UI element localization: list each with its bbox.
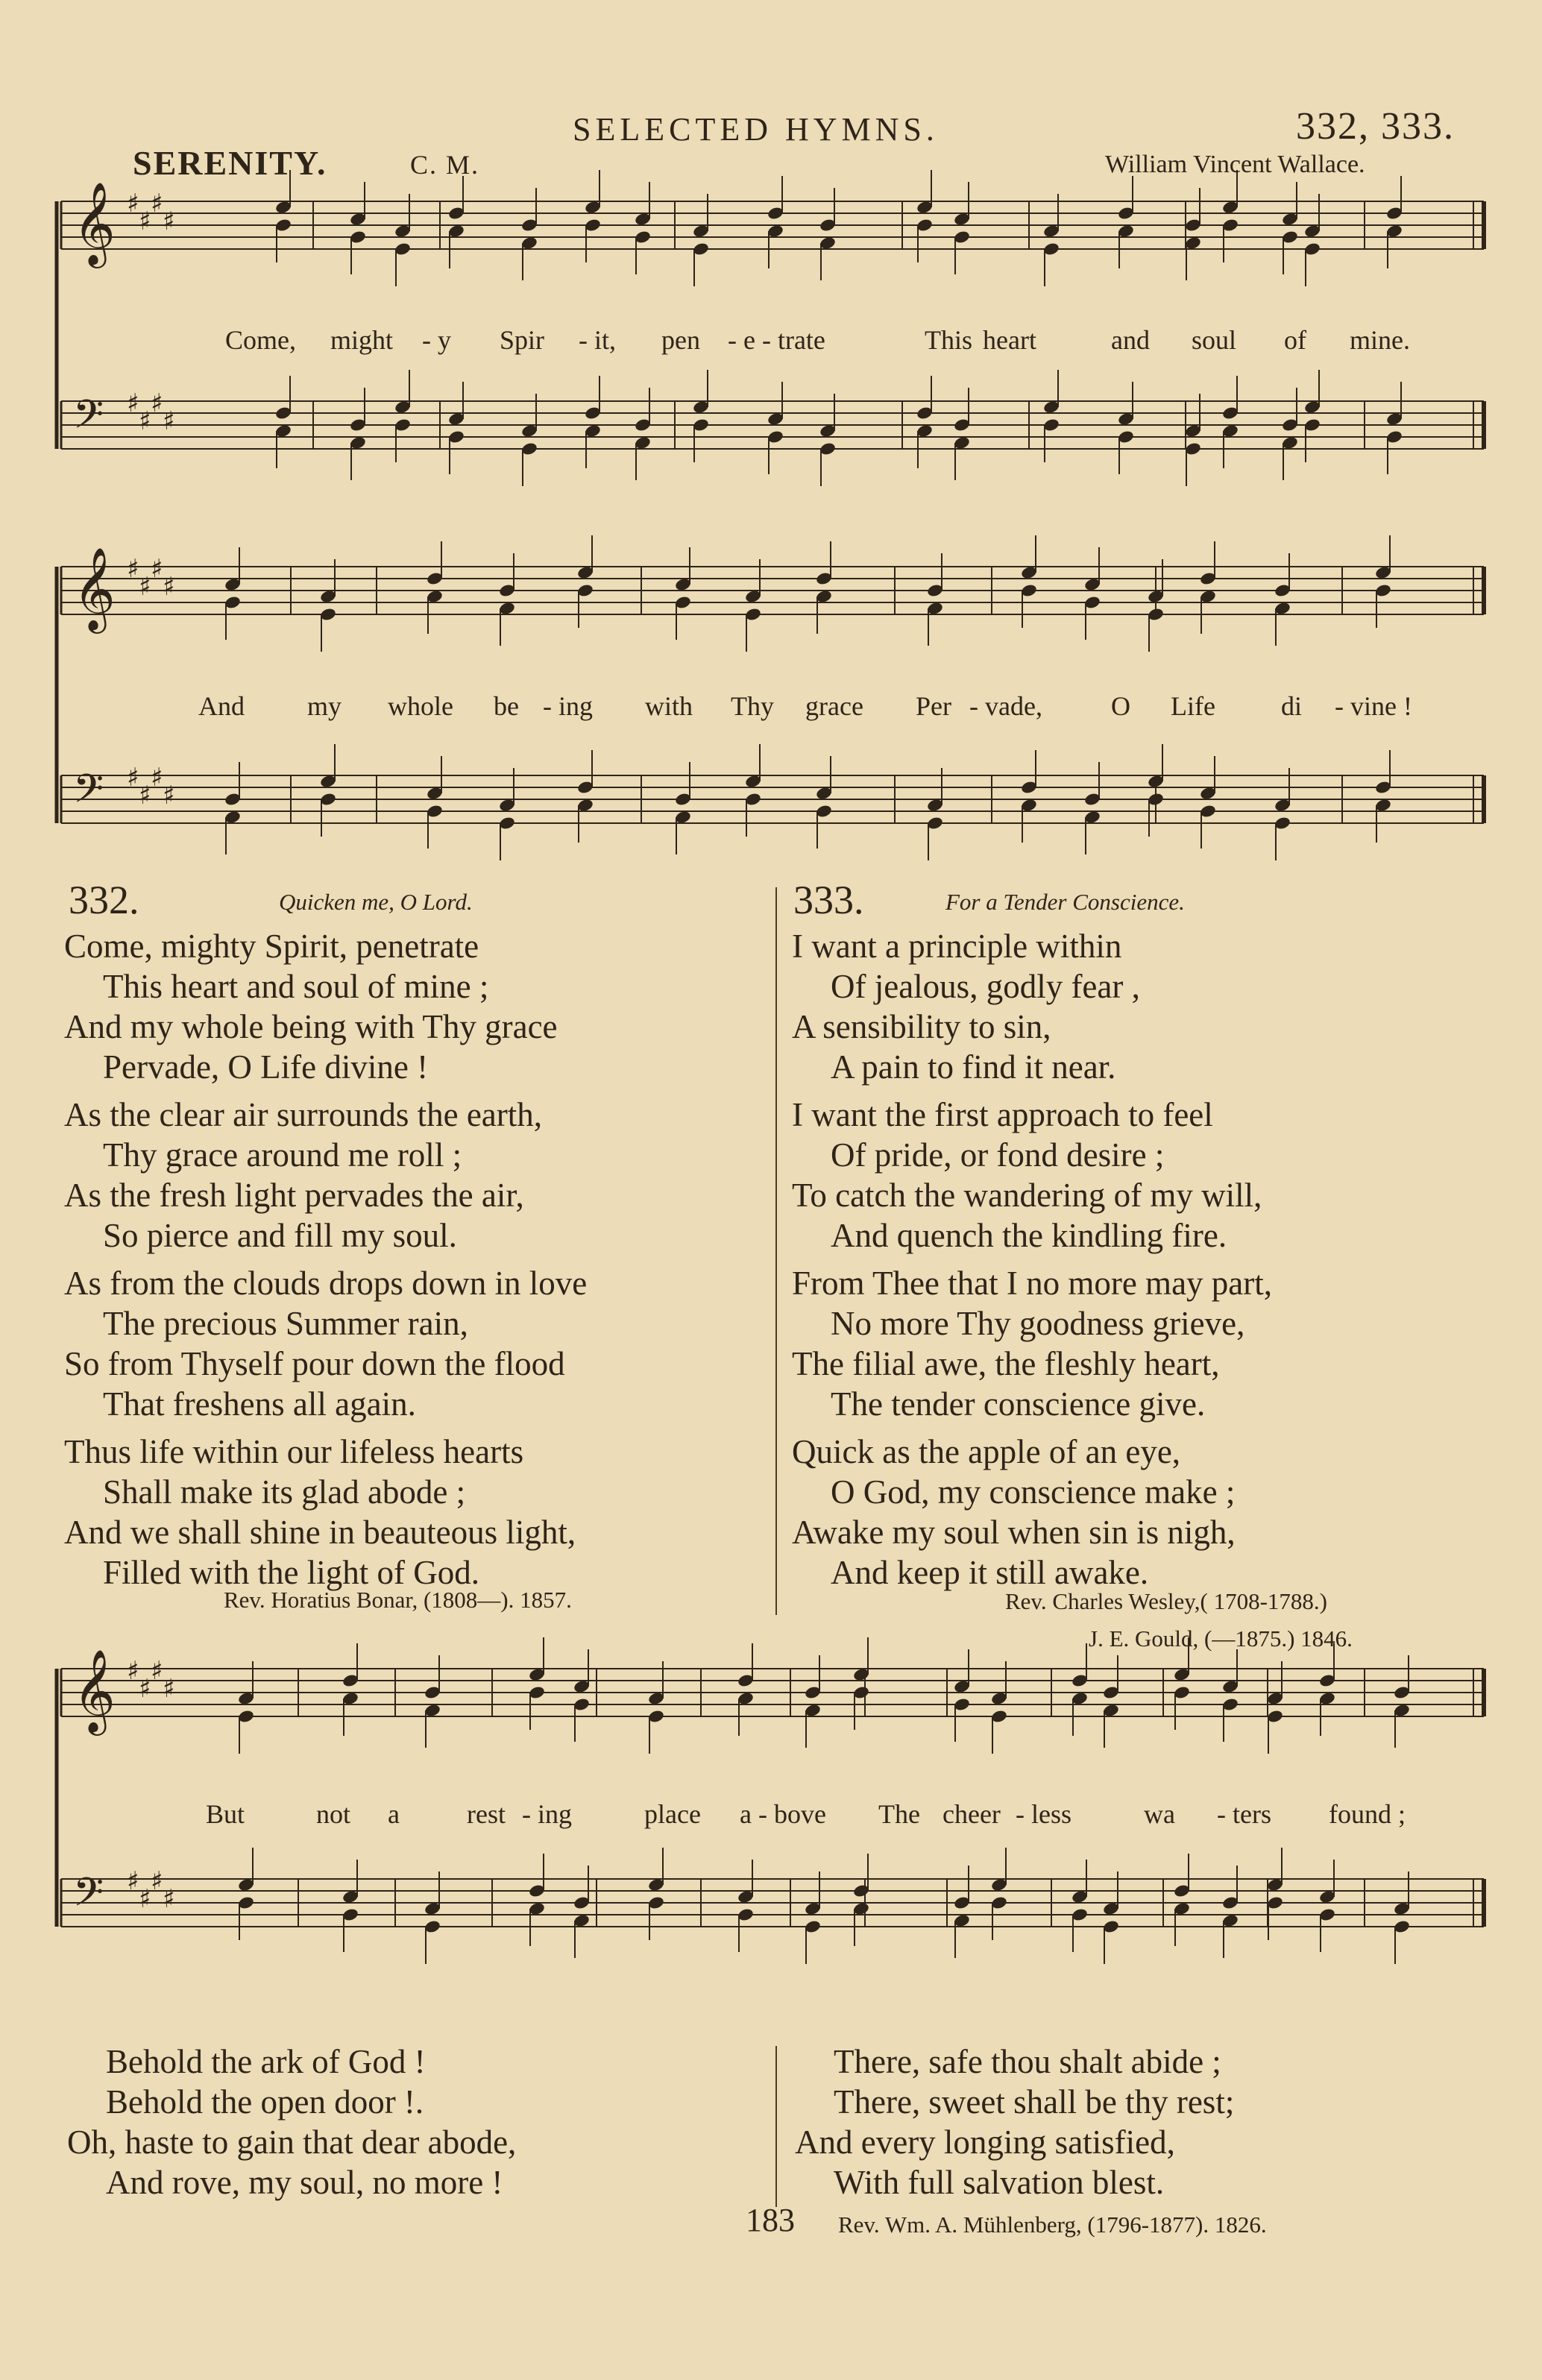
treble-clef-icon: 𝄞 bbox=[73, 547, 116, 630]
stanza bbox=[64, 1263, 587, 1424]
verse-line: And quench the kindling fire. bbox=[831, 1217, 1227, 1254]
lyric-syllable: mine. bbox=[1350, 325, 1410, 355]
lyric-syllable: pen bbox=[661, 325, 700, 355]
sharp-icon: ♯ bbox=[127, 1866, 139, 1896]
verse-line: There, safe thou shalt abide ; bbox=[834, 2043, 1221, 2080]
sharp-icon: ♯ bbox=[151, 189, 163, 218]
lyric-syllable: whole bbox=[388, 691, 453, 721]
lyric-syllable: Life bbox=[1171, 691, 1215, 721]
lyric-syllable: a bbox=[388, 1799, 400, 1829]
bottom-verse-left bbox=[67, 2041, 516, 2203]
verse-line: The filial awe, the fleshly heart, bbox=[792, 1345, 1220, 1382]
lyric-syllable: grace bbox=[805, 691, 863, 721]
verse-line: No more Thy goodness grieve, bbox=[831, 1305, 1245, 1342]
lyric-syllable: Per bbox=[916, 691, 951, 721]
verse-line: Shall make its glad abode ; bbox=[103, 1473, 466, 1511]
verse-line: Behold the open door !. bbox=[106, 2083, 424, 2121]
verse-line: Thus life within our lifeless hearts bbox=[64, 1433, 524, 1470]
verse-line: This heart and soul of mine ; bbox=[103, 968, 489, 1005]
stanza bbox=[64, 926, 587, 1087]
verse-line: A pain to find it near. bbox=[831, 1048, 1116, 1086]
verse-line: So from Thyself pour down the flood bbox=[64, 1345, 565, 1382]
lyric-syllable: - it, bbox=[579, 325, 616, 355]
lyric-syllable: And bbox=[198, 691, 245, 721]
sharp-icon: ♯ bbox=[139, 1674, 151, 1704]
verse-line: Thy grace around me roll ; bbox=[103, 1136, 462, 1174]
hymn-333-title: For a Tender Conscience. bbox=[945, 889, 1185, 915]
hymn-332-title: Quicken me, O Lord. bbox=[279, 889, 473, 915]
lyric-syllable: might bbox=[330, 325, 394, 355]
stanza bbox=[792, 926, 1272, 1087]
stanza bbox=[64, 1095, 587, 1256]
tune-composer: William Vincent Wallace. bbox=[1105, 151, 1365, 178]
sharp-icon: ♯ bbox=[163, 207, 175, 236]
verse-line: Filled with the light of God. bbox=[103, 1554, 479, 1591]
lyric-syllable: The bbox=[878, 1799, 920, 1829]
hymn-333-author: Rev. Charles Wesley,( 1708-1788.) bbox=[1005, 1588, 1327, 1614]
hymn-332-author: Rev. Horatius Bonar, (1808—). 1857. bbox=[224, 1587, 572, 1613]
verse-line: Behold the ark of God ! bbox=[106, 2043, 426, 2080]
treble-clef-icon: 𝄞 bbox=[73, 181, 116, 265]
verse-line: To catch the wandering of my will, bbox=[792, 1177, 1262, 1214]
verse-line: A sensibility to sin, bbox=[792, 1008, 1051, 1045]
sharp-icon: ♯ bbox=[127, 189, 139, 218]
sharp-icon: ♯ bbox=[127, 1656, 139, 1686]
lyric-syllable: Come, bbox=[225, 325, 296, 355]
hymn-332-number: 332. bbox=[69, 878, 139, 922]
lyric-syllable: place bbox=[644, 1799, 701, 1829]
sharp-icon: ♯ bbox=[163, 406, 175, 436]
verse-line: I want a principle within bbox=[792, 928, 1122, 965]
lyric-syllable: - y bbox=[422, 325, 451, 355]
verse-line: With full salvation blest. bbox=[834, 2164, 1165, 2201]
hymn-numbers: 332, 333. bbox=[1296, 105, 1455, 148]
verse-line: Of pride, or fond desire ; bbox=[831, 1136, 1165, 1174]
bass-clef-icon: 𝄢 bbox=[73, 766, 104, 822]
lyric-syllable: be bbox=[494, 691, 519, 721]
verse-line: And my whole being with Thy grace bbox=[64, 1008, 558, 1045]
lyric-syllable: - vine ! bbox=[1335, 691, 1412, 721]
lyric-syllable: Thy bbox=[731, 691, 774, 721]
verse-line: Oh, haste to gain that dear abode, bbox=[67, 2124, 517, 2161]
lyric-syllable: with bbox=[645, 691, 693, 721]
sharp-icon: ♯ bbox=[127, 388, 139, 418]
verse-line: So pierce and fill my soul. bbox=[103, 1217, 457, 1254]
sharp-icon: ♯ bbox=[151, 1656, 163, 1686]
verse-line: Awake my soul when sin is nigh, bbox=[792, 1514, 1236, 1551]
bottom-verse-author: Rev. Wm. A. Mühlenberg, (1796-1877). 1826. bbox=[838, 2211, 1267, 2238]
sharp-icon: ♯ bbox=[151, 1866, 163, 1896]
verse-line: As from the clouds drops down in love bbox=[64, 1265, 588, 1302]
treble-clef-icon: 𝄞 bbox=[73, 1649, 116, 1732]
stanza bbox=[792, 1095, 1272, 1256]
verse-line: And every longing satisfied, bbox=[795, 2124, 1175, 2161]
lyric-syllable: of bbox=[1284, 325, 1306, 355]
column-divider bbox=[775, 887, 777, 1615]
lyric-syllable: - vade, bbox=[969, 691, 1042, 721]
bottom-verse-right bbox=[795, 2041, 1234, 2203]
verse-line: As the clear air surrounds the earth, bbox=[64, 1096, 543, 1133]
lyrics-line-3 bbox=[0, 1798, 1542, 1832]
lyric-syllable: heart bbox=[983, 325, 1036, 355]
sharp-icon: ♯ bbox=[163, 781, 175, 810]
lyric-syllable: soul bbox=[1192, 325, 1237, 355]
lyric-syllable: - ing bbox=[543, 691, 593, 721]
sharp-icon: ♯ bbox=[151, 763, 163, 793]
lyric-syllable: - less bbox=[1016, 1799, 1071, 1829]
lyric-syllable: - ters bbox=[1217, 1799, 1271, 1829]
lyrics-line-2 bbox=[0, 690, 1542, 724]
verse-line: From Thee that I no more may part, bbox=[792, 1265, 1272, 1302]
verse-line: O God, my conscience make ; bbox=[831, 1473, 1236, 1511]
tune-meter: C. M. bbox=[410, 150, 480, 180]
verse-line: I want the first approach to feel bbox=[792, 1096, 1213, 1133]
sharp-icon: ♯ bbox=[139, 572, 151, 602]
hymn-332-text bbox=[64, 926, 587, 1600]
lyric-syllable: - e - trate bbox=[728, 325, 825, 355]
page-number: 183 bbox=[746, 2202, 795, 2238]
sharp-icon: ♯ bbox=[139, 781, 151, 810]
sharp-icon: ♯ bbox=[139, 1884, 151, 1914]
lyric-syllable: This bbox=[925, 325, 973, 355]
lyric-syllable: my bbox=[307, 691, 342, 721]
lyrics-line-1 bbox=[0, 324, 1542, 358]
verse-line: There, sweet shall be thy rest; bbox=[834, 2083, 1235, 2121]
verse-line: Come, mighty Spirit, penetrate bbox=[64, 928, 479, 965]
lyric-syllable: - ing bbox=[522, 1799, 572, 1829]
lyric-syllable: a - bove bbox=[740, 1799, 826, 1829]
bass-clef-icon: 𝄢 bbox=[73, 392, 104, 447]
stanza bbox=[792, 1263, 1272, 1424]
tune-name: SERENITY. bbox=[133, 144, 327, 182]
lyric-syllable: found ; bbox=[1329, 1799, 1406, 1829]
lyric-syllable: rest bbox=[467, 1799, 506, 1829]
bass-clef-icon: 𝄢 bbox=[73, 1870, 104, 1925]
sharp-icon: ♯ bbox=[139, 207, 151, 236]
lyric-syllable: wa bbox=[1144, 1799, 1175, 1829]
verse-line: And keep it still awake. bbox=[831, 1554, 1149, 1591]
verse-line: The precious Summer rain, bbox=[103, 1305, 468, 1342]
stanza bbox=[792, 1432, 1272, 1593]
lyric-syllable: O bbox=[1111, 691, 1130, 721]
verse-line: Of jealous, godly fear , bbox=[831, 968, 1140, 1005]
sharp-icon: ♯ bbox=[127, 554, 139, 584]
running-header: SELECTED HYMNS. bbox=[573, 111, 939, 148]
lyric-syllable: But bbox=[206, 1799, 245, 1829]
verse-line: And we shall shine in beauteous light, bbox=[64, 1514, 576, 1551]
tune-2-composer: J. E. Gould, (—1875.) 1846. bbox=[1089, 1625, 1353, 1652]
sharp-icon: ♯ bbox=[163, 572, 175, 602]
stanza bbox=[64, 1432, 587, 1593]
verse-line: As the fresh light pervades the air, bbox=[64, 1177, 524, 1214]
sharp-icon: ♯ bbox=[151, 554, 163, 584]
hymn-333-text bbox=[792, 926, 1272, 1600]
lyric-syllable: and bbox=[1111, 325, 1150, 355]
verse-line: And rove, my soul, no more ! bbox=[106, 2164, 503, 2201]
sharp-icon: ♯ bbox=[163, 1674, 175, 1704]
verse-line: The tender conscience give. bbox=[831, 1385, 1206, 1423]
sharp-icon: ♯ bbox=[139, 406, 151, 436]
hymn-333-number: 333. bbox=[793, 878, 864, 922]
verse-line: Quick as the apple of an eye, bbox=[792, 1433, 1181, 1470]
lyric-syllable: Spir bbox=[500, 325, 545, 355]
verse-line: That freshens all again. bbox=[103, 1385, 416, 1423]
sharp-icon: ♯ bbox=[163, 1884, 175, 1914]
sharp-icon: ♯ bbox=[151, 388, 163, 418]
lyric-syllable: di bbox=[1281, 691, 1303, 721]
column-divider bbox=[775, 2046, 777, 2207]
verse-line: Pervade, O Life divine ! bbox=[103, 1048, 429, 1086]
sharp-icon: ♯ bbox=[127, 763, 139, 793]
lyric-syllable: cheer bbox=[942, 1799, 1001, 1829]
lyric-syllable: not bbox=[316, 1799, 351, 1829]
